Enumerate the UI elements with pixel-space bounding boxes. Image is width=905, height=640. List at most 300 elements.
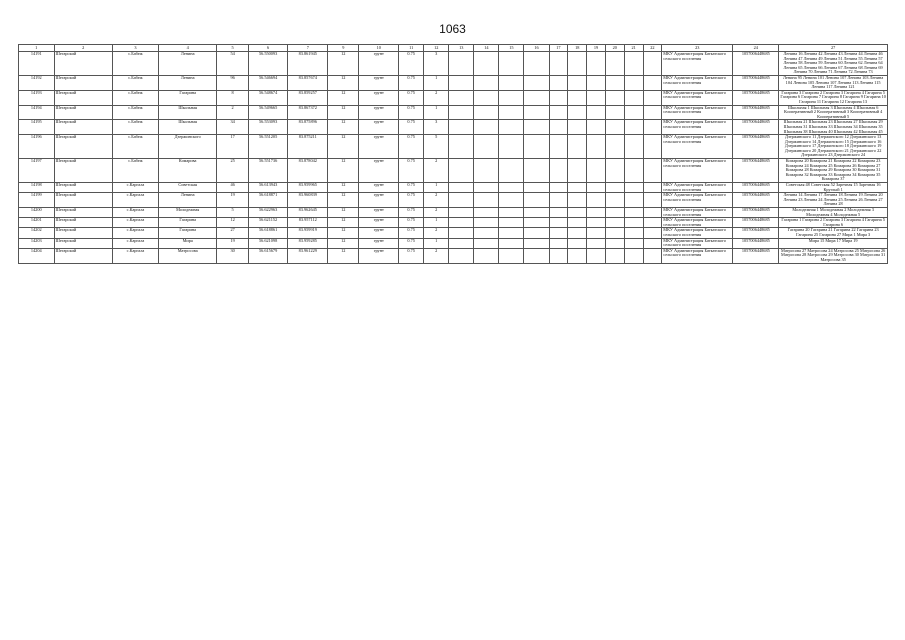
column-header: 12 — [424, 45, 449, 52]
empty-cell — [605, 135, 624, 159]
ogrn-cell: 1057006448685 — [733, 75, 779, 90]
empty-cell — [499, 183, 524, 193]
col9-cell: 12 — [328, 238, 359, 248]
col9-cell: 12 — [328, 228, 359, 238]
house-cell: 30 — [217, 248, 248, 263]
house-cell: 19 — [217, 238, 248, 248]
empty-cell — [449, 193, 474, 208]
longitude-cell: 83.962645 — [288, 208, 328, 218]
empty-cell — [568, 90, 587, 105]
street-cell: Гагарина — [158, 228, 216, 238]
col11-cell: 0.75 — [399, 52, 424, 76]
empty-cell — [605, 248, 624, 263]
empty-cell — [474, 120, 499, 135]
col12-cell: 1 — [424, 75, 449, 90]
surface-type-cell: грунт — [359, 52, 399, 76]
empty-cell — [643, 193, 662, 208]
addresses-cell: Советская 48 Советская 52 Заречная 15 Заречная 16 Круглый 1 — [779, 183, 888, 193]
ogrn-cell: 1057006448685 — [733, 208, 779, 218]
empty-cell — [474, 183, 499, 193]
surface-type-cell: грунт — [359, 183, 399, 193]
empty-cell — [605, 90, 624, 105]
table-row — [19, 218, 888, 228]
ogrn-cell: 1057006448685 — [733, 135, 779, 159]
empty-cell — [568, 218, 587, 228]
table-row — [19, 238, 888, 248]
ogrn-cell: 1057006448685 — [733, 228, 779, 238]
col11-cell: 0.75 — [399, 218, 424, 228]
column-header: 10 — [359, 45, 399, 52]
street-cell: Ленина — [158, 193, 216, 208]
table-row — [19, 248, 888, 263]
locality-cell: с.Каргала — [112, 228, 158, 238]
empty-cell — [605, 75, 624, 90]
addresses-cell: Ленина 95 Ленина 101 Ленина 107 Ленина 103 Ленина 104 Ленина 105 Ленина 107 Ленина 113 Ленина 115 Ленина 117 Ленина 121 — [779, 75, 888, 90]
locality-cell: с.Бабеж — [112, 135, 158, 159]
table-row — [19, 183, 888, 193]
district-cell: Шегарский — [54, 228, 112, 238]
house-cell: 27 — [217, 228, 248, 238]
ogrn-cell: 1057006448685 — [733, 193, 779, 208]
addresses-cell: Школьная 21 Школьная 23 Школьная 27 Школьная 29 Школьная 31 Школьная 33 Школьная 34 Школьная 35 Школьная 38 Школьная 40 Школьная 42 Школьная 45 — [779, 120, 888, 135]
column-header: 16 — [524, 45, 549, 52]
col11-cell: 0.75 — [399, 135, 424, 159]
latitude-cell: 56.622963 — [248, 208, 288, 218]
empty-cell — [549, 159, 568, 183]
latitude-cell: 56.618871 — [248, 193, 288, 208]
empty-cell — [568, 135, 587, 159]
owner-cell: МКУ Администрация Баткатского сельского поселения — [662, 159, 733, 183]
district-cell: Шегарский — [54, 193, 112, 208]
col12-cell: 2 — [424, 159, 449, 183]
locality-cell: с.Бабеж — [112, 52, 158, 76]
ogrn-cell: 1057006448685 — [733, 52, 779, 76]
empty-cell — [624, 183, 643, 193]
column-header: 23 — [662, 45, 733, 52]
addresses-cell: Школьная 1 Школьная 3 Школьная 4 Школьная 6 Кооперативный 2 Кооперативный 3 Кооперативный 4 Кооперативный 5 — [779, 105, 888, 120]
empty-cell — [499, 105, 524, 120]
col12-cell: 2 — [424, 208, 449, 218]
empty-cell — [605, 159, 624, 183]
empty-cell — [605, 52, 624, 76]
empty-cell — [624, 135, 643, 159]
latitude-cell: 56.613943 — [248, 183, 288, 193]
empty-cell — [474, 105, 499, 120]
empty-cell — [524, 248, 549, 263]
longitude-cell: 83.875211 — [288, 135, 328, 159]
street-cell: Молодежная — [158, 208, 216, 218]
column-header: 13 — [449, 45, 474, 52]
addresses-cell: Молодежная 1 Молодежная 2 Молодежная 3 Молодежная 4 Молодежная 5 — [779, 208, 888, 218]
column-header: 15 — [499, 45, 524, 52]
col11-cell: 0.75 — [399, 120, 424, 135]
empty-cell — [549, 228, 568, 238]
col9-cell: 12 — [328, 120, 359, 135]
empty-cell — [605, 193, 624, 208]
col9-cell: 12 — [328, 193, 359, 208]
empty-cell — [605, 228, 624, 238]
empty-cell — [449, 248, 474, 263]
empty-cell — [524, 90, 549, 105]
ogrn-cell: 1057006448685 — [733, 238, 779, 248]
empty-cell — [587, 90, 606, 105]
column-header: 24 — [733, 45, 779, 52]
empty-cell — [499, 120, 524, 135]
empty-cell — [549, 120, 568, 135]
addresses-cell: Гагарина 20 Гагарина 21 Гагарина 22 Гагарина 23 Гагарина 25 Гагарина 27 Мира 1 Мира 3 — [779, 228, 888, 238]
empty-cell — [624, 105, 643, 120]
empty-cell — [568, 159, 587, 183]
house-cell: 17 — [217, 135, 248, 159]
page-number: 1063 — [439, 22, 466, 36]
latitude-cell: 56.551736 — [248, 159, 288, 183]
latitude-cell: 56.548674 — [248, 90, 288, 105]
empty-cell — [587, 159, 606, 183]
row-id: 14194 — [19, 105, 55, 120]
empty-cell — [643, 183, 662, 193]
empty-cell — [449, 52, 474, 76]
surface-type-cell: грунт — [359, 120, 399, 135]
district-cell: Шегарский — [54, 183, 112, 193]
empty-cell — [643, 218, 662, 228]
ogrn-cell: 1057006448685 — [733, 105, 779, 120]
empty-cell — [587, 52, 606, 76]
col12-cell: 1 — [424, 183, 449, 193]
column-header: 11 — [399, 45, 424, 52]
empty-cell — [449, 105, 474, 120]
empty-cell — [587, 238, 606, 248]
empty-cell — [605, 208, 624, 218]
column-header: 14 — [474, 45, 499, 52]
empty-cell — [499, 90, 524, 105]
empty-cell — [568, 238, 587, 248]
col12-cell: 3 — [424, 120, 449, 135]
locality-cell: с.Бабеж — [112, 120, 158, 135]
ogrn-cell: 1057006448685 — [733, 183, 779, 193]
table-row — [19, 135, 888, 159]
empty-cell — [568, 208, 587, 218]
col12-cell: 2 — [424, 248, 449, 263]
col12-cell: 5 — [424, 135, 449, 159]
column-header: 3 — [112, 45, 158, 52]
surface-type-cell: грунт — [359, 193, 399, 208]
column-header: 5 — [217, 45, 248, 52]
row-id: 14200 — [19, 208, 55, 218]
empty-cell — [524, 52, 549, 76]
locality-cell: с.Бабеж — [112, 75, 158, 90]
empty-cell — [549, 218, 568, 228]
table-row — [19, 90, 888, 105]
row-id: 14196 — [19, 135, 55, 159]
col12-cell: 2 — [424, 228, 449, 238]
house-cell: 34 — [217, 120, 248, 135]
longitude-cell: 83.875896 — [288, 120, 328, 135]
longitude-cell: 83.878042 — [288, 159, 328, 183]
district-cell: Шегарский — [54, 248, 112, 263]
district-cell: Шегарский — [54, 159, 112, 183]
empty-cell — [587, 135, 606, 159]
owner-cell: МКУ Администрация Баткатского сельского поселения — [662, 218, 733, 228]
column-header: 19 — [587, 45, 606, 52]
empty-cell — [624, 238, 643, 248]
col11-cell: 0.75 — [399, 183, 424, 193]
empty-cell — [624, 159, 643, 183]
empty-cell — [624, 193, 643, 208]
empty-cell — [568, 120, 587, 135]
empty-cell — [549, 75, 568, 90]
empty-cell — [524, 193, 549, 208]
empty-cell — [524, 238, 549, 248]
empty-cell — [624, 228, 643, 238]
addresses-cell: Матросова 27 Матросова 24 Матросова 25 Матросова 26 Матросова 28 Матросова 29 Матросова 30 Матросова 31 Матросова 35 — [779, 248, 888, 263]
col9-cell: 12 — [328, 90, 359, 105]
empty-cell — [474, 248, 499, 263]
ogrn-cell: 1057006448685 — [733, 159, 779, 183]
row-id: 14204 — [19, 248, 55, 263]
row-id: 14198 — [19, 183, 55, 193]
col11-cell: 0.75 — [399, 75, 424, 90]
col9-cell: 12 — [328, 105, 359, 120]
empty-cell — [449, 75, 474, 90]
latitude-cell: 56.549665 — [248, 105, 288, 120]
addresses-cell: Ленина 16 Ленина 42 Ленина 43 Ленина 44 Ленина 46 Ленина 47 Ленина 49 Ленина 51 Ленина 55 Ленина 57 Ленина 58 Ленина 59 Ленина 60 Ленина 62 Ленина 64 Ленина 65 Ленина 66 Ленина 67 Ленина 68 Ленина 69 Ленина 70 Ленина 71 Ленина 72 Ленина 73 — [779, 52, 888, 76]
table-body — [19, 52, 888, 264]
surface-type-cell: грунт — [359, 208, 399, 218]
owner-cell: МКУ Администрация Баткатского сельского поселения — [662, 90, 733, 105]
street-cell: Ленина — [158, 52, 216, 76]
empty-cell — [549, 90, 568, 105]
col9-cell: 12 — [328, 135, 359, 159]
longitude-cell: 83.861945 — [288, 52, 328, 76]
empty-cell — [643, 120, 662, 135]
addresses-cell: Гагарина 3 Гагарина 2 Гагарина 3 Гагарина 4 Гагарина 5 Гагарина 6 Гагарина 7 Гагарина 8 Гагарина 9 Гагарина 10 Гагарина 11 Гагарина 12 Гагарина 13 — [780, 90, 886, 104]
owner-cell: МКУ Администрация Баткатского сельского поселения — [662, 183, 733, 193]
ogrn-cell: 1057006448685 — [733, 218, 779, 228]
empty-cell — [568, 105, 587, 120]
column-header: 27 — [779, 45, 888, 52]
longitude-cell: 83.959919 — [288, 228, 328, 238]
longitude-cell: 83.961229 — [288, 248, 328, 263]
street-cell: Советская — [158, 183, 216, 193]
house-cell: 12 — [217, 218, 248, 228]
district-cell: Шегарский — [54, 75, 112, 90]
street-cell: Школьная — [158, 105, 216, 120]
ogrn-cell: 1057006448685 — [733, 248, 779, 263]
street-cell: Дзержинского — [158, 135, 216, 159]
street-cell: Матросова — [158, 248, 216, 263]
empty-cell — [605, 218, 624, 228]
street-cell: Гагарина — [158, 90, 216, 105]
table-row — [19, 105, 888, 120]
latitude-cell: 56.621098 — [248, 238, 288, 248]
empty-cell — [449, 218, 474, 228]
addresses-cell: Комарова 20 Комарова 21 Комарова 22 Комарова 23 Комарова 24 Комарова 25 Комарова 26 Комарова 27 Комарова 28 Комарова 29 Комарова 30 Комарова 31 Комарова 32 Комарова 33 Комарова 34 Комарова 35 Комарова 37 — [779, 159, 888, 183]
empty-cell — [449, 90, 474, 105]
table-row — [19, 228, 888, 238]
empty-cell — [499, 159, 524, 183]
empty-cell — [524, 228, 549, 238]
empty-cell — [499, 228, 524, 238]
empty-cell — [605, 238, 624, 248]
row-id: 14191 — [19, 52, 55, 76]
owner-cell: МКУ Администрация Баткатского сельского поселения — [662, 135, 733, 159]
locality-cell: с.Бабеж — [112, 90, 158, 105]
empty-cell — [643, 105, 662, 120]
table-row — [19, 193, 888, 208]
surface-type-cell: грунт — [359, 135, 399, 159]
empty-cell — [549, 135, 568, 159]
empty-cell — [524, 135, 549, 159]
longitude-cell: 83.867372 — [288, 105, 328, 120]
col12-cell: 2 — [424, 193, 449, 208]
row-id: 14202 — [19, 228, 55, 238]
empty-cell — [624, 208, 643, 218]
empty-cell — [474, 159, 499, 183]
col9-cell: 12 — [328, 218, 359, 228]
district-cell: Шегарский — [54, 90, 112, 105]
latitude-cell: 56.553093 — [248, 120, 288, 135]
empty-cell — [499, 238, 524, 248]
district-cell: Шегарский — [54, 52, 112, 76]
empty-cell — [624, 90, 643, 105]
longitude-cell: 83.959965 — [288, 183, 328, 193]
empty-cell — [474, 135, 499, 159]
surface-type-cell: грунт — [359, 218, 399, 228]
empty-cell — [449, 238, 474, 248]
locality-cell: с.Бабеж — [112, 159, 158, 183]
col9-cell: 12 — [328, 52, 359, 76]
empty-cell — [499, 218, 524, 228]
house-cell: 2 — [217, 105, 248, 120]
ogrn-cell: 1057006448685 — [733, 90, 779, 105]
column-header: 9 — [328, 45, 359, 52]
column-header: 2 — [54, 45, 112, 52]
surface-type-cell: грунт — [359, 75, 399, 90]
row-id: 14203 — [19, 238, 55, 248]
empty-cell — [549, 208, 568, 218]
column-header: 1 — [19, 45, 55, 52]
empty-cell — [605, 183, 624, 193]
owner-cell: МКУ Администрация Баткатского сельского поселения — [662, 105, 733, 120]
empty-cell — [549, 52, 568, 76]
ogrn-cell: 1057006448685 — [733, 120, 779, 135]
empty-cell — [643, 248, 662, 263]
row-id: 14193 — [19, 90, 55, 105]
col11-cell: 0.75 — [399, 208, 424, 218]
column-header: 17 — [549, 45, 568, 52]
column-header: 22 — [643, 45, 662, 52]
addresses-cell: Ленина 14 Ленина 17 Ленина 18 Ленина 19 Ленина 20 Ленина 23 Ленина 24 Ленина 25 Ленина 26 Ленина 27 Ленина 28 — [779, 193, 888, 208]
house-cell: 19 — [217, 193, 248, 208]
empty-cell — [499, 208, 524, 218]
street-cell: Гагарина — [158, 218, 216, 228]
col11-cell: 0.75 — [399, 238, 424, 248]
row-id: 14195 — [19, 120, 55, 135]
locality-cell: с.Каргала — [112, 193, 158, 208]
col9-cell: 12 — [328, 208, 359, 218]
empty-cell — [474, 218, 499, 228]
empty-cell — [549, 105, 568, 120]
longitude-cell: 83.960839 — [288, 193, 328, 208]
empty-cell — [624, 218, 643, 228]
empty-cell — [524, 218, 549, 228]
empty-cell — [643, 208, 662, 218]
col11-cell: 0.75 — [399, 105, 424, 120]
col9-cell: 12 — [328, 159, 359, 183]
empty-cell — [499, 248, 524, 263]
empty-cell — [587, 105, 606, 120]
locality-cell: с.Каргала — [112, 238, 158, 248]
col9-cell: 12 — [328, 248, 359, 263]
surface-type-cell: грунт — [359, 228, 399, 238]
addresses-cell: Дзержинского 11 Дзержинского 12 Дзержинского 13 Дзержинского 14 Дзержинского 15 Дзержинского 16 Дзержинского 17 Дзержинского 18 Дзержинского 19 Дзержинского 20 Дзержинского 21 Дзержинского 22 Дзержинского 23 Дзержинского 24 — [779, 135, 888, 159]
empty-cell — [499, 52, 524, 76]
empty-cell — [449, 208, 474, 218]
col9-cell: 12 — [328, 183, 359, 193]
empty-cell — [449, 183, 474, 193]
house-cell: 96 — [217, 75, 248, 90]
empty-cell — [524, 208, 549, 218]
empty-cell — [568, 52, 587, 76]
col11-cell: 0.75 — [399, 248, 424, 263]
surface-type-cell: грунт — [359, 105, 399, 120]
empty-cell — [474, 193, 499, 208]
col11-cell: 0.75 — [399, 228, 424, 238]
locality-cell: с.Каргала — [112, 208, 158, 218]
row-id: 14201 — [19, 218, 55, 228]
owner-cell: МКУ Администрация Баткатского сельского поселения — [662, 208, 733, 218]
empty-cell — [524, 105, 549, 120]
latitude-cell: 56.551205 — [248, 135, 288, 159]
house-cell: 46 — [217, 183, 248, 193]
owner-cell: МКУ Администрация Баткатского сельского поселения — [662, 120, 733, 135]
empty-cell — [549, 238, 568, 248]
district-cell: Шегарский — [54, 135, 112, 159]
empty-cell — [643, 135, 662, 159]
addresses-cell: Гагарина 1 Гагарина 2 Гагарина 3 Гагарина 4 Гагарина 5 Гагарина 6 — [779, 218, 888, 228]
locality-cell: с.Каргала — [112, 218, 158, 228]
column-header: 4 — [158, 45, 216, 52]
empty-cell — [643, 52, 662, 76]
empty-cell — [449, 135, 474, 159]
empty-cell — [549, 193, 568, 208]
empty-cell — [524, 183, 549, 193]
empty-cell — [549, 248, 568, 263]
empty-cell — [624, 120, 643, 135]
column-header: 18 — [568, 45, 587, 52]
street-cell: Школьная — [158, 120, 216, 135]
empty-cell — [474, 90, 499, 105]
empty-cell — [624, 52, 643, 76]
col11-cell: 0.75 — [399, 159, 424, 183]
empty-cell — [587, 208, 606, 218]
owner-cell: МКУ Администрация Баткатского сельского поселения — [662, 228, 733, 238]
empty-cell — [605, 105, 624, 120]
row-id: 14197 — [19, 159, 55, 183]
surface-type-cell: грунт — [359, 159, 399, 183]
empty-cell — [587, 75, 606, 90]
empty-cell — [568, 183, 587, 193]
district-cell: Шегарский — [54, 218, 112, 228]
house-cell: 54 — [217, 52, 248, 76]
district-cell: Шегарский — [54, 208, 112, 218]
house-cell: 5 — [217, 208, 248, 218]
empty-cell — [524, 75, 549, 90]
empty-cell — [499, 193, 524, 208]
header-row — [19, 45, 888, 52]
street-cell: Ленина — [158, 75, 216, 90]
empty-cell — [587, 193, 606, 208]
